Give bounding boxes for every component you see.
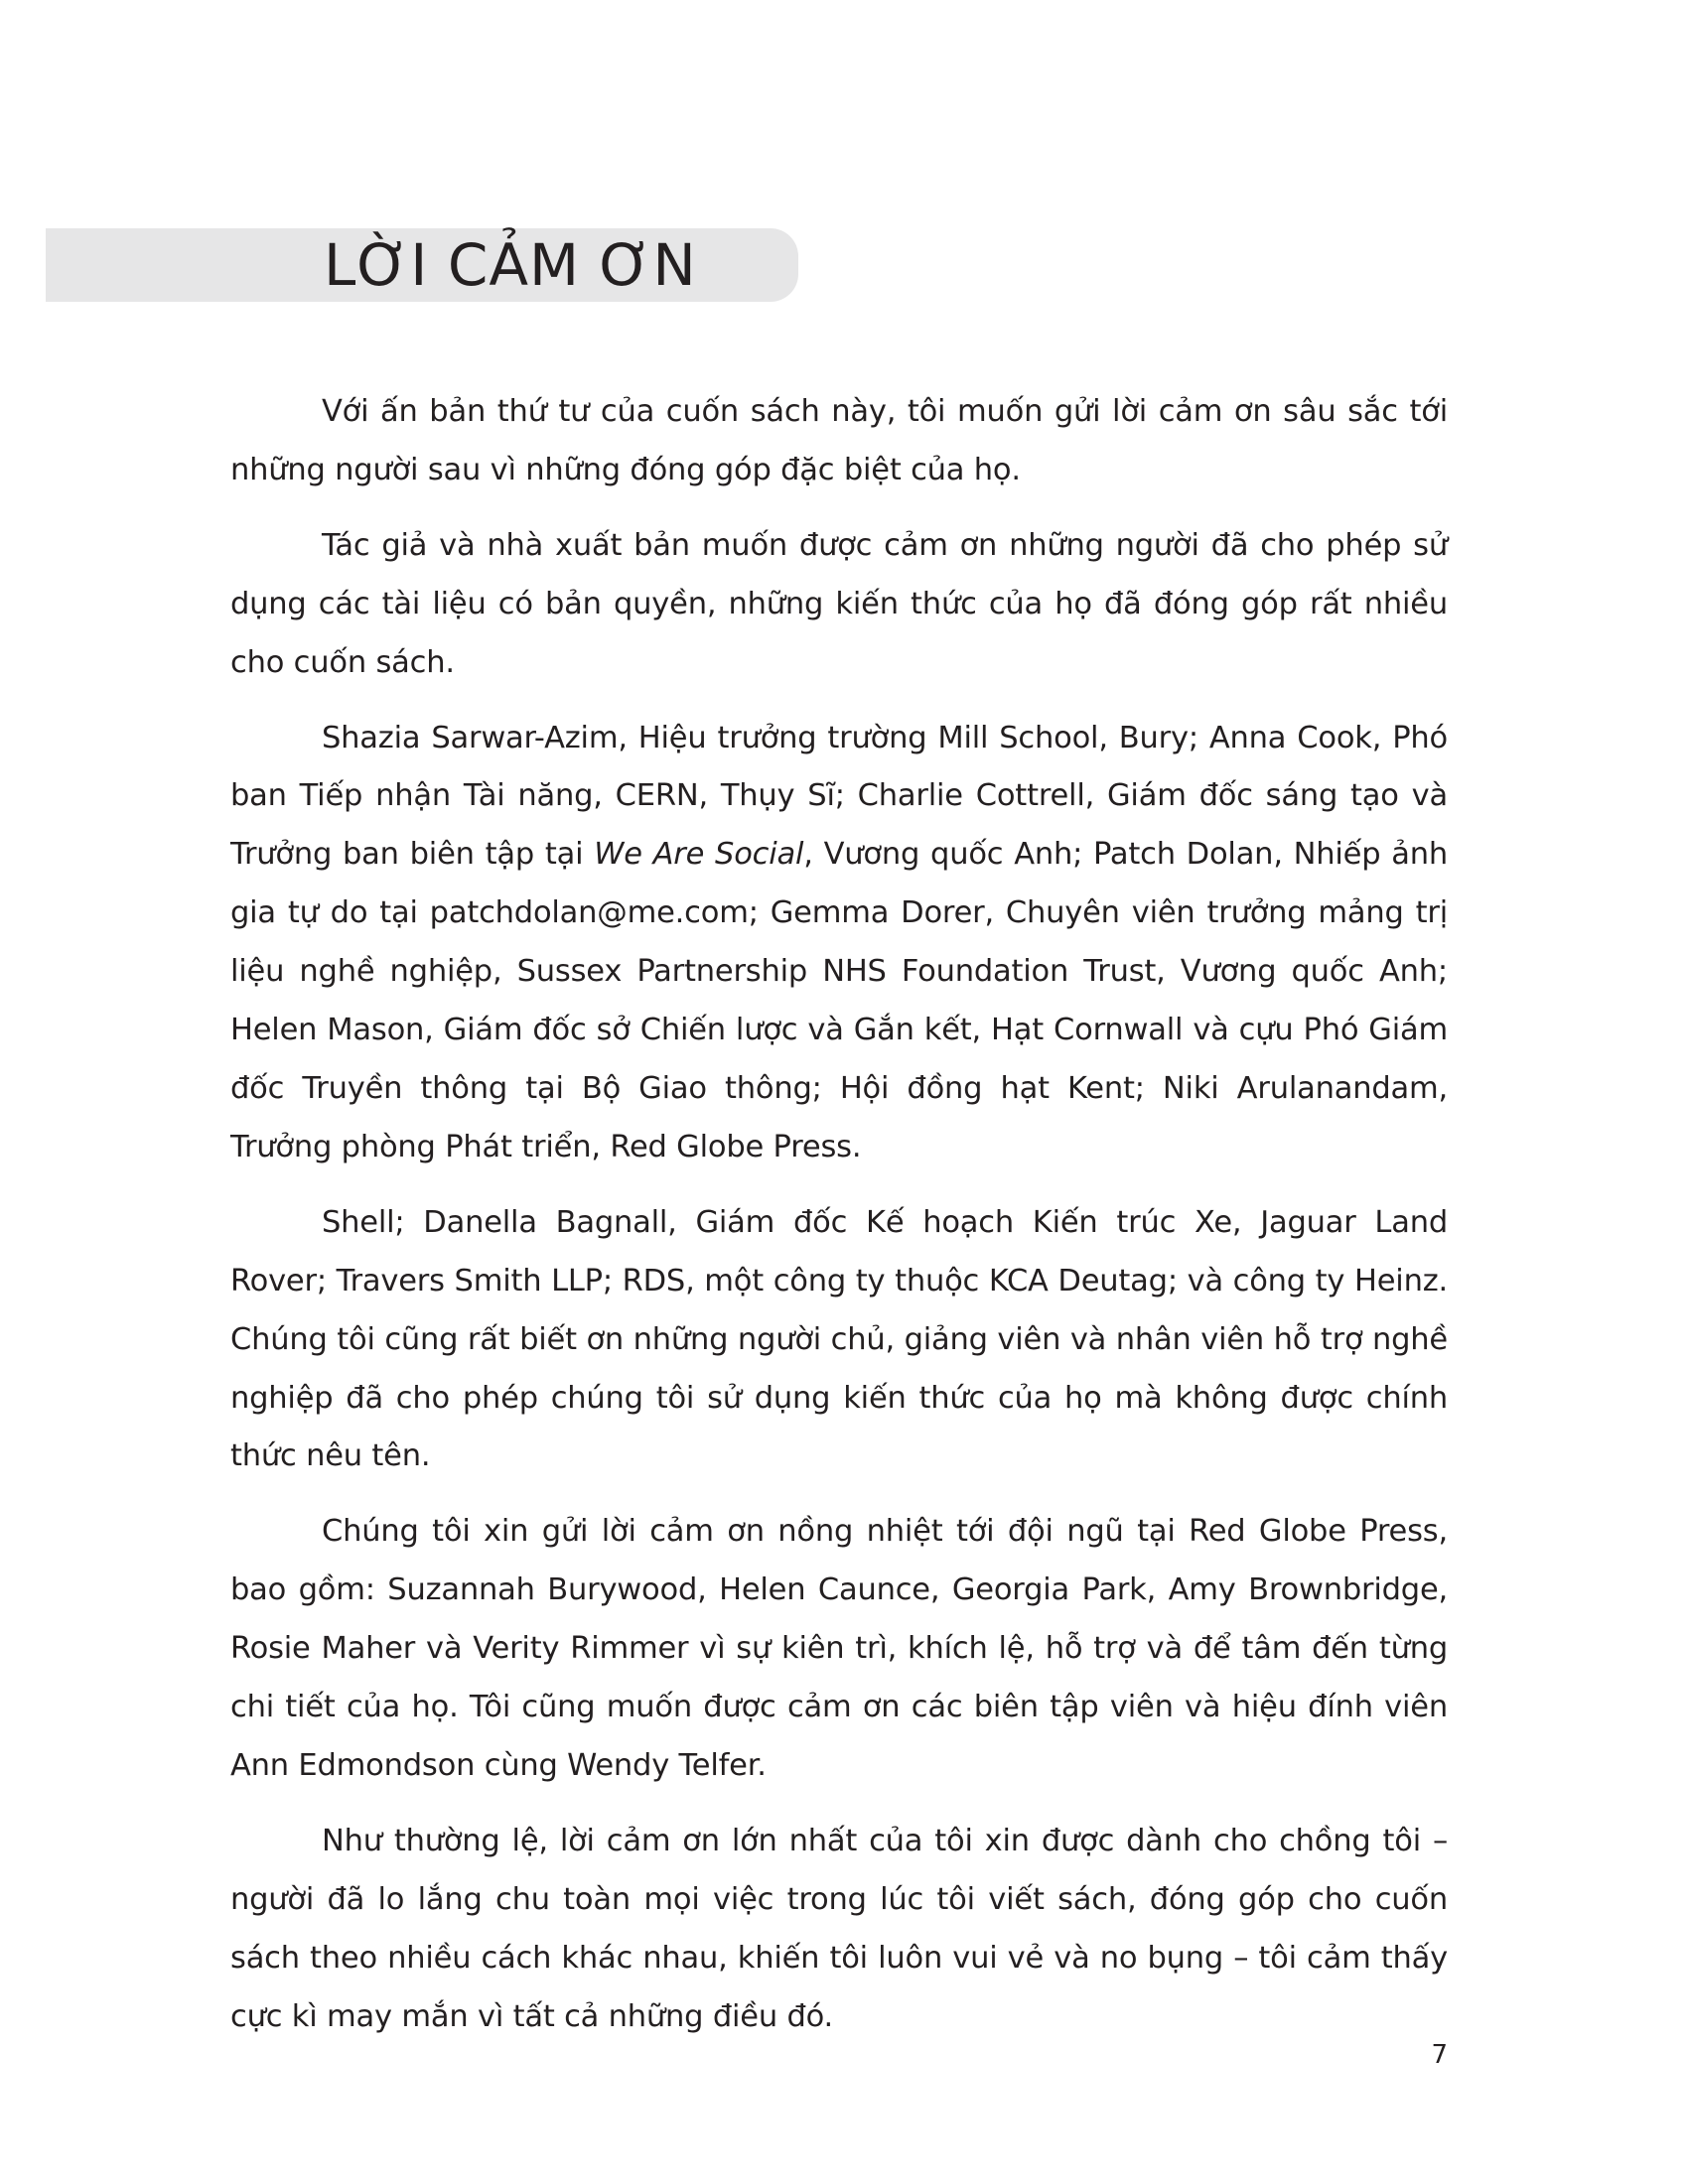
paragraph-3: [230, 710, 1448, 1177]
paragraph-3-italic-title: We Are Social: [594, 837, 804, 873]
paragraph-3-text-before: Shazia Sarwar-Azim, Hiệu trưởng trường Mill School, Bury; Anna Cook, Phó ban Tiếp nhận Tài năng, CERN, Thụy Sĩ; Charlie Cottrell, Giám đốc sáng tạo và Trưởng ban biên tập tại: [230, 720, 1448, 873]
page-number: 7: [1431, 2040, 1448, 2070]
page-title: LỜI CẢM ƠN: [324, 231, 697, 299]
paragraph-4: Shell; Danella Bagnall, Giám đốc Kế hoạch Kiến trúc Xe, Jaguar Land Rover; Travers Smith LLP; RDS, một công ty thuộc KCA Deutag; và công ty Heinz. Chúng tôi cũng rất biết ơn những người chủ, giảng viên và nhân viên hỗ trợ nghề nghiệp đã cho phép chúng tôi sử dụng kiến thức của họ mà không được chính thức nêu tên.: [230, 1204, 1448, 1474]
paragraph-2: Tác giả và nhà xuất bản muốn được cảm ơn những người đã cho phép sử dụng các tài liệu có bản quyền, những kiến thức của họ đã đóng góp rất nhiều cho cuốn sách.: [230, 527, 1448, 680]
paragraph-1: Với ấn bản thứ tư của cuốn sách này, tôi muốn gửi lời cảm ơn sâu sắc tới những người sau vì những đóng góp đặc biệt của họ.: [230, 394, 1448, 487]
body-text: [230, 383, 1448, 2063]
paragraph-3-text-after: , Vương quốc Anh; Patch Dolan, Nhiếp ảnh gia tự do tại patchdolan@me.com; Gemma Dorer, Chuyên viên trưởng mảng trị liệu nghề nghiệp, Sussex Partnership NHS Foundation Trust, Vương quốc Anh; Helen Mason, Giám đốc sở Chiến lược và Gắn kết, Hạt Cornwall và cựu Phó Giám đốc Truyền thông tại Bộ Giao thông; Hội đồng hạt Kent; Niki Arulanandam, Trưởng phòng Phát triển, Red Globe Press.: [230, 837, 1449, 1164]
paragraph-6: Như thường lệ, lời cảm ơn lớn nhất của tôi xin được dành cho chồng tôi – người đã lo lắng chu toàn mọi việc trong lúc tôi viết sách, đóng góp cho cuốn sách theo nhiều cách khác nhau, khiến tôi luôn vui vẻ và no bụng – tôi cảm thấy cực kì may mắn vì tất cả những điều đó.: [230, 1823, 1448, 2034]
paragraph-5: Chúng tôi xin gửi lời cảm ơn nồng nhiệt tới đội ngũ tại Red Globe Press, bao gồm: Suzannah Burywood, Helen Caunce, Georgia Park, Amy Brownbridge, Rosie Maher và Verity Rimmer vì sự kiên trì, khích lệ, hỗ trợ và để tâm đến từng chi tiết của họ. Tôi cũng muốn được cảm ơn các biên tập viên và hiệu đính viên Ann Edmondson cùng Wendy Telfer.: [230, 1514, 1448, 1783]
